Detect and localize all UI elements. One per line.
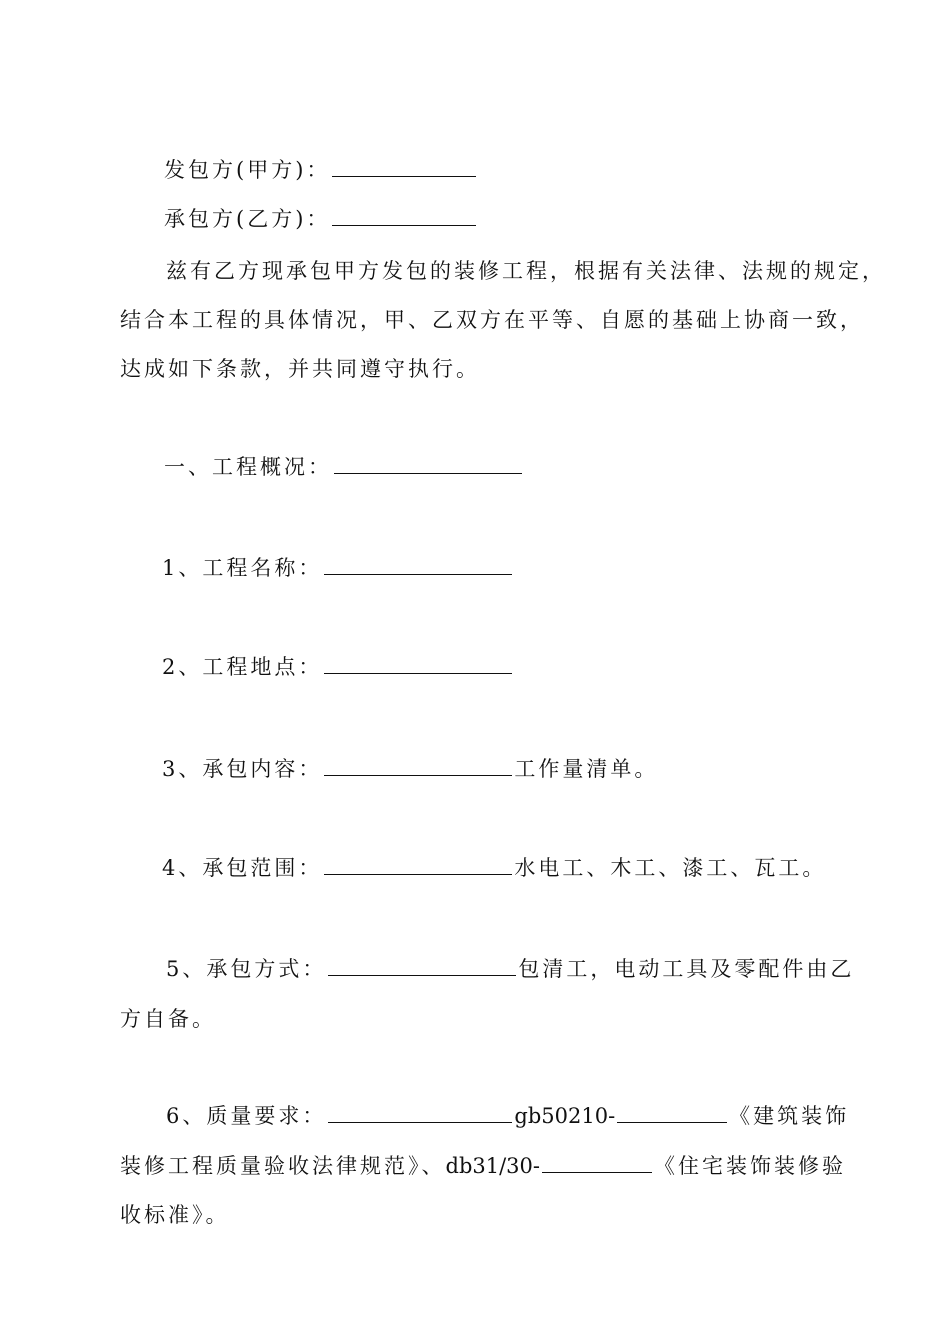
item-5-suffix: 包清工，电动工具及零配件由乙 [518,957,855,981]
item-4-label: 4、承包范围： [162,856,323,880]
item-6-standard-1-name: 《建筑装饰 [729,1104,850,1128]
item-1-blank [324,554,512,575]
section-1-blank [334,453,522,474]
party-b-label: 承包方(乙方)： [164,207,331,231]
item-3-line [162,754,658,784]
item-6-standard-2-name: 《住宅装饰装修验 [654,1154,846,1178]
item-6-blank-1 [328,1102,512,1123]
item-6-line-3: 收标准》。 [120,1203,230,1227]
item-6-blank-2 [617,1102,727,1123]
item-5-label: 5、承包方式： [166,957,327,981]
item-3-label: 3、承包内容： [162,757,323,781]
item-5-line-2: 方自备。 [120,1007,216,1031]
party-a-line [164,155,478,185]
item-5-line [166,954,854,984]
item-3-blank [324,755,512,776]
section-1-title-line [164,452,524,482]
item-4-blank [324,854,512,875]
item-6-label: 6、质量要求： [166,1104,327,1128]
intro-line-1: 兹有乙方现承包甲方发包的装修工程，根据有关法律、法规的规定， [166,259,886,283]
section-1-title: 一、工程概况： [164,455,332,479]
party-a-blank [332,156,476,177]
item-3-suffix: 工作量清单。 [514,757,659,781]
item-4-line [162,853,826,883]
item-2-label: 2、工程地点： [162,655,323,679]
item-4-suffix: 水电工、木工、漆工、瓦工。 [514,856,827,880]
item-2-blank [324,653,512,674]
party-b-line [164,204,478,234]
party-b-blank [332,205,476,226]
item-1-label: 1、工程名称： [162,556,323,580]
party-a-label: 发包方(甲方)： [164,158,331,182]
item-1-line [162,553,514,583]
item-6-blank-3 [542,1152,652,1173]
item-6-line [166,1101,849,1131]
intro-line-3: 达成如下条款，并共同遵守执行。 [120,357,480,381]
item-2-line [162,652,514,682]
item-6-standard-2: db31/30- [445,1154,540,1178]
item-5-blank [328,955,516,976]
intro-line-2: 结合本工程的具体情况，甲、乙双方在平等、自愿的基础上协商一致， [120,308,864,332]
item-6-line-2 [120,1151,846,1181]
item-6-line-2-text: 装修工程质量验收法律规范》、 [120,1154,446,1178]
item-6-standard-1: gb50210- [514,1104,616,1128]
